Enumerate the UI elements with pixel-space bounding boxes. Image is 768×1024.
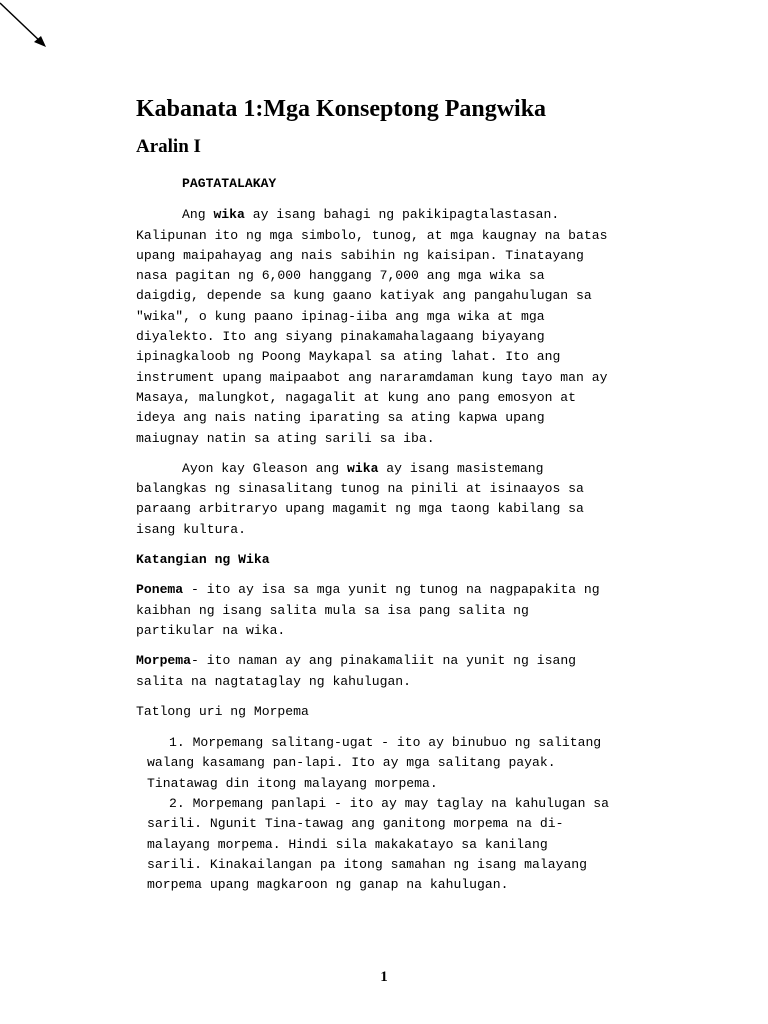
text-segment: Kalipunan ito ng mga simbolo, tunog, at mga kaugnay na batas: [136, 227, 608, 243]
text-segment: balangkas ng sinasalitang tunog na pinili at isinaayos sa: [136, 481, 584, 497]
text-segment: partikular na wika.: [136, 622, 286, 638]
morpema-types-label: Tatlong uri ng Morpema: [136, 703, 309, 719]
text-segment: Ang: [182, 207, 214, 223]
list-item: [136, 794, 696, 895]
text-line: [136, 246, 696, 266]
text-line: [136, 672, 696, 692]
chapter-title: Kabanata 1:Mga Konseptong Pangwika: [136, 96, 547, 122]
text-line: [136, 347, 696, 367]
text-line: [136, 205, 696, 225]
list-item-line: 1. Morpemang salitang-ugat - ito ay binubuo ng salitang: [169, 735, 602, 751]
page-number: 1: [380, 969, 388, 985]
list-item-line: sarili. Ngunit Tina-tawag ang ganitong morpema na di-: [147, 816, 564, 832]
text-line: [136, 429, 696, 449]
text-segment: maiugnay natin sa ating sarili sa iba.: [136, 430, 435, 446]
list-item-line: 2. Morpemang panlapi - ito ay may taglay na kahulugan sa: [169, 796, 610, 812]
list-item-line: walang kasamang pan-lapi. Ito ay mga salitang payak.: [147, 755, 556, 771]
bold-term: wika: [213, 207, 245, 223]
list-item-line: sarili. Kinakailangan pa itong samahan ng isang malayang: [147, 856, 588, 872]
text-segment: paraang arbitraryo upang magamit ng mga taong kabilang sa: [136, 501, 584, 517]
text-segment: ay isang masistemang: [378, 460, 544, 476]
bold-term: Ponema: [136, 582, 184, 598]
text-segment: kaibhan ng isang salita mula sa isa pang salita ng: [136, 602, 529, 618]
text-line: [136, 368, 696, 388]
text-line: [136, 459, 696, 479]
text-line: [136, 651, 696, 671]
text-segment: diyalekto. Ito ang siyang pinakamahalagaang biyayang: [136, 329, 545, 345]
text-line: [136, 388, 696, 408]
text-line: [136, 479, 696, 499]
text-segment: Ayon kay Gleason ang: [182, 460, 348, 476]
text-segment: ideya ang nais nating iparating sa ating kapwa upang: [136, 410, 545, 426]
text-segment: Masaya, malungkot, nagagalit at kung ano pang emosyon at: [136, 389, 577, 405]
text-line: [136, 621, 696, 641]
text-line: [136, 327, 696, 347]
text-segment: daigdig, depende sa kung gaano katiyak ang pangahulugan sa: [136, 288, 592, 304]
corner-arrow-icon: [0, 0, 60, 60]
text-segment: - ito ay isa sa mga yunit ng tunog na nagpapakita ng: [183, 582, 600, 598]
list-item-line: morpema upang magkaroon ng ganap na kahulugan.: [147, 877, 509, 893]
paragraph: [136, 459, 696, 540]
body-paragraphs: [136, 205, 696, 540]
text-line: [136, 520, 696, 540]
text-segment: - ito naman ay ang pinakamaliit na yunit ng isang: [191, 653, 577, 669]
text-segment: ay isang bahagi ng pakikipagtalastasan.: [244, 207, 560, 223]
text-segment: salita na nagtataglay ng kahulugan.: [136, 673, 412, 689]
text-line: [136, 266, 696, 286]
list-item: [136, 733, 696, 794]
text-segment: isang kultura.: [136, 521, 247, 537]
paragraph: [136, 205, 696, 449]
list-item-line: malayang morpema. Hindi sila makakatayo sa kanilang: [147, 836, 548, 852]
lesson-subtitle: Aralin I: [136, 136, 201, 157]
text-segment: ipinagkaloob ng Poong Maykapal sa ating lahat. Ito ang: [136, 349, 561, 365]
text-line: [136, 601, 696, 621]
bold-term: wika: [347, 460, 379, 476]
bold-term: Morpema: [136, 653, 192, 669]
morpema-types-list: [136, 733, 696, 895]
text-line: [136, 307, 696, 327]
text-segment: "wika", o kung paano ipinag-iiba ang mga wika at mga: [136, 308, 545, 324]
document-page: [136, 94, 696, 896]
text-segment: nasa pagitan ng 6,000 hanggang 7,000 ang mga wika sa: [136, 268, 545, 284]
katangian-heading: Katangian ng Wika: [136, 552, 270, 568]
text-segment: instrument upang maipaabot ang nararamdaman kung tayo man ay: [136, 369, 608, 385]
definition-ponema: [136, 580, 696, 641]
list-item-line: Tinatawag din itong malayang morpema.: [147, 775, 438, 791]
section-heading: PAGTATALAKAY: [182, 176, 277, 191]
text-line: [136, 580, 696, 600]
text-line: [136, 408, 696, 428]
text-line: [136, 499, 696, 519]
text-line: [136, 226, 696, 246]
definitions: [136, 580, 696, 691]
definition-morpema: [136, 651, 696, 692]
text-segment: upang maipahayag ang nais sabihin ng kaisipan. Tinatayang: [136, 247, 584, 263]
text-line: [136, 286, 696, 306]
